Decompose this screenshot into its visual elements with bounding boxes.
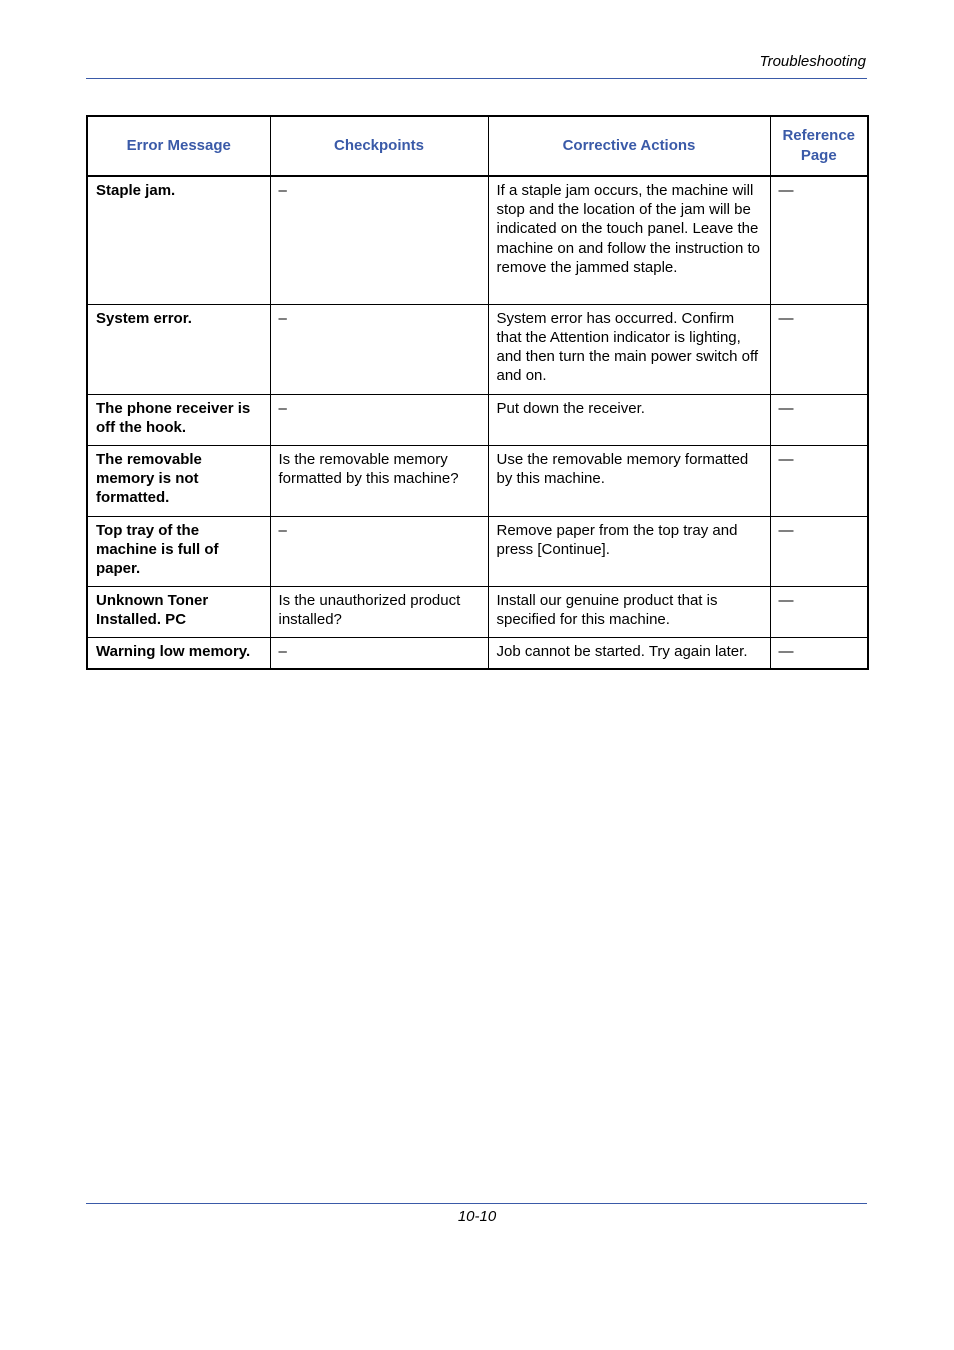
reference-page-cell: — bbox=[770, 445, 868, 516]
table-row bbox=[87, 394, 868, 445]
error-message-cell: System error. bbox=[87, 304, 270, 394]
checkpoint-cell: Is the removable memory formatted by this machine? bbox=[270, 445, 488, 516]
table-header-row bbox=[87, 116, 868, 176]
corrective-action-cell: Job cannot be started. Try again later. bbox=[488, 637, 770, 669]
error-message-cell: Top tray of the machine is full of paper. bbox=[87, 516, 270, 586]
checkpoint-cell: – bbox=[270, 637, 488, 669]
corrective-action-cell: Put down the receiver. bbox=[488, 394, 770, 445]
error-message-cell: Staple jam. bbox=[87, 176, 270, 304]
checkpoint-cell: – bbox=[270, 516, 488, 586]
reference-page-cell: — bbox=[770, 637, 868, 669]
reference-page-cell: — bbox=[770, 516, 868, 586]
footer-divider bbox=[86, 1203, 867, 1204]
column-header-checkpoints: Checkpoints bbox=[270, 116, 488, 176]
troubleshooting-table bbox=[86, 115, 869, 670]
corrective-action-cell: Remove paper from the top tray and press [Continue]. bbox=[488, 516, 770, 586]
corrective-action-cell: Install our genuine product that is specified for this machine. bbox=[488, 586, 770, 637]
checkpoint-cell: – bbox=[270, 304, 488, 394]
table-row bbox=[87, 176, 868, 304]
column-header-corrective-actions: Corrective Actions bbox=[488, 116, 770, 176]
reference-page-cell: — bbox=[770, 394, 868, 445]
table-row bbox=[87, 445, 868, 516]
checkpoint-cell: – bbox=[270, 394, 488, 445]
table-row bbox=[87, 586, 868, 637]
column-header-error-message: Error Message bbox=[87, 116, 270, 176]
table-row bbox=[87, 304, 868, 394]
page-number: 10-10 bbox=[457, 1208, 497, 1225]
reference-page-cell: — bbox=[770, 304, 868, 394]
error-message-cell: Unknown Toner Installed. PC bbox=[87, 586, 270, 637]
error-message-cell: The phone receiver is off the hook. bbox=[87, 394, 270, 445]
reference-page-cell: — bbox=[770, 586, 868, 637]
section-title: Troubleshooting bbox=[759, 53, 866, 70]
corrective-action-cell: If a staple jam occurs, the machine will stop and the location of the jam will be indicated on the touch panel. Leave the machine on and follow the instruction to remove the jammed staple. bbox=[488, 176, 770, 304]
reference-page-cell: — bbox=[770, 176, 868, 304]
checkpoint-cell: – bbox=[270, 176, 488, 304]
header-divider bbox=[86, 78, 867, 79]
checkpoint-cell: Is the unauthorized product installed? bbox=[270, 586, 488, 637]
error-message-cell: The removable memory is not formatted. bbox=[87, 445, 270, 516]
error-message-cell: Warning low memory. bbox=[87, 637, 270, 669]
column-header-reference-page: Reference Page bbox=[770, 116, 868, 176]
corrective-action-cell: Use the removable memory formatted by this machine. bbox=[488, 445, 770, 516]
table-row bbox=[87, 637, 868, 669]
corrective-action-cell: System error has occurred. Confirm that the Attention indicator is lighting, and then turn the main power switch off and on. bbox=[488, 304, 770, 394]
table-row bbox=[87, 516, 868, 586]
